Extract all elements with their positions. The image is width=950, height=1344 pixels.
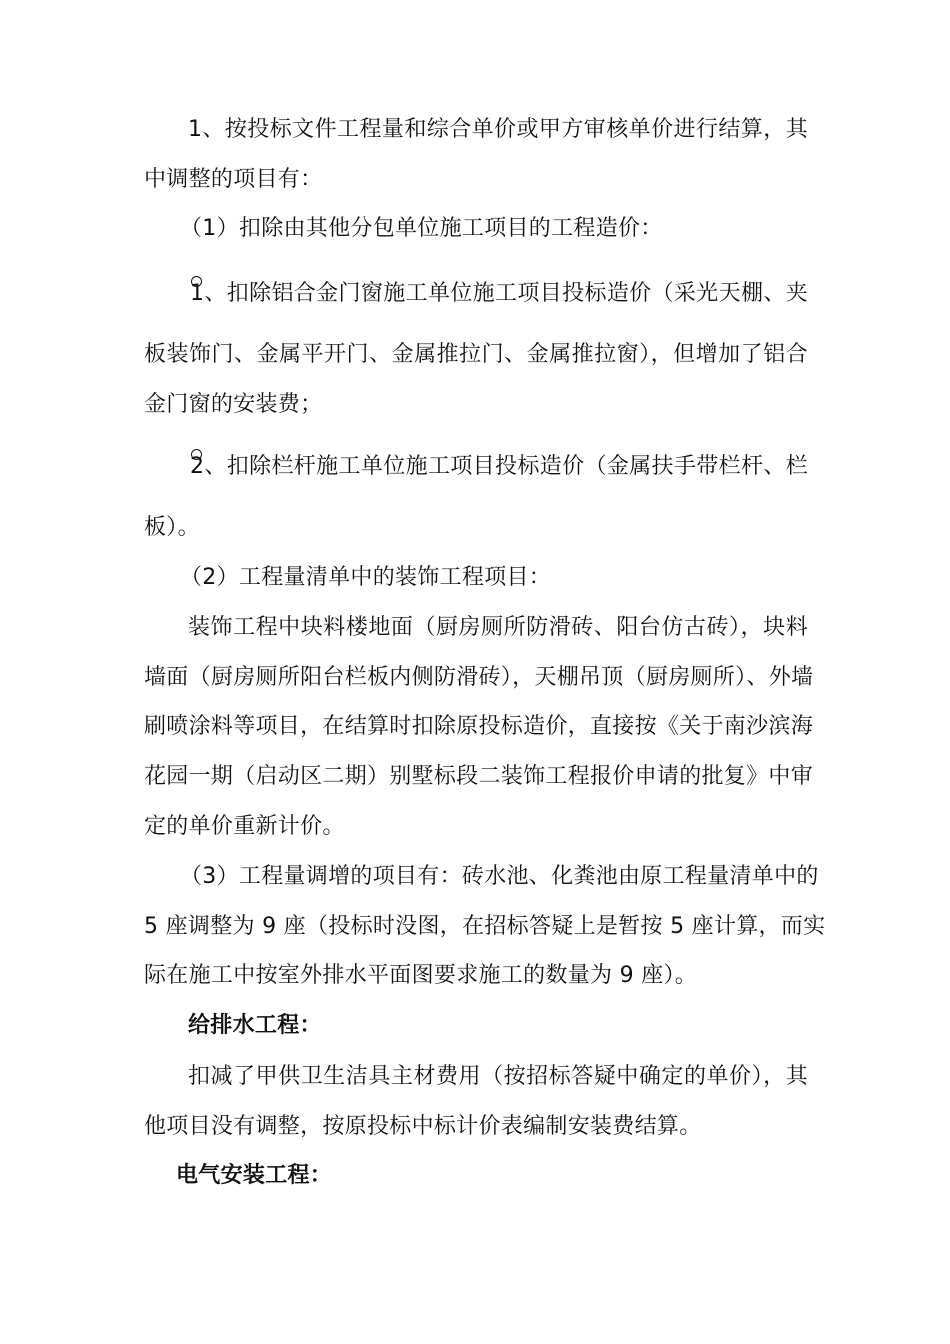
para-2-heading: （1）扣除由其他分包单位施工项目的工程造价： [180, 216, 663, 241]
para-7-line-2: 5 座调整为 9 座（投标时没图，在招标答疑上是暂按 5 座计算，而实 [144, 914, 826, 939]
para-8-line-1: 扣减了甲供卫生洁具主材费用（按招标答疑中确定的单价），其 [188, 1064, 808, 1089]
para-8-line-2: 他项目没有调整，按原投标中标计价表编制安装费结算。 [144, 1114, 702, 1139]
section-heading-plumbing: 给排水工程： [188, 1013, 322, 1038]
para-7-line-1: （3）工程量调增的项目有：砖水池、化粪池由原工程量清单中的 [180, 864, 819, 889]
section-heading-electrical: 电气安装工程： [176, 1163, 333, 1188]
circled-number-1: 1 [190, 279, 204, 309]
para-7-line-3: 际在施工中按室外排水平面图要求施工的数量为 9 座）。 [144, 963, 698, 988]
circle-mark-icon [191, 276, 202, 287]
para-3-line-3: 金门窗的安装费； [144, 392, 323, 417]
para-3-line-1: 1、扣除铝合金门窗施工单位施工项目投标造价（采光天棚、夹 [190, 279, 808, 309]
circled-number-2: 2 [190, 452, 204, 482]
para-3-line-2: 板装饰门、金属平开门、金属推拉门、金属推拉窗），但增加了铝合 [144, 342, 808, 367]
para-6-line-4: 花园一期（启动区二期）别墅标段二装饰工程报价申请的批复》中审 [144, 764, 814, 789]
para-6-line-1: 装饰工程中块料楼地面（厨房厕所防滑砖、阳台仿古砖），块料 [188, 615, 808, 640]
para-1-line-1: 1、按投标文件工程量和综合单价或甲方审核单价进行结算，其 [188, 117, 808, 142]
para-5-heading: （2）工程量清单中的装饰工程项目： [180, 565, 552, 590]
para-6-line-2: 墙面（厨房厕所阳台栏板内侧防滑砖），天棚吊顶（厨房厕所）、外墙 [144, 665, 814, 690]
para-4-line-2: 板）。 [144, 515, 200, 540]
para-6-line-3: 刷喷涂料等项目，在结算时扣除原投标造价，直接按《关于南沙滨海 [144, 714, 814, 739]
para-4-line-1: 2、扣除栏杆施工单位施工项目投标造价（金属扶手带栏杆、栏 [190, 452, 808, 482]
para-1-line-2: 中调整的项目有： [144, 167, 323, 192]
circle-mark-icon [191, 449, 202, 460]
para-6-line-5: 定的单价重新计价。 [144, 814, 345, 839]
